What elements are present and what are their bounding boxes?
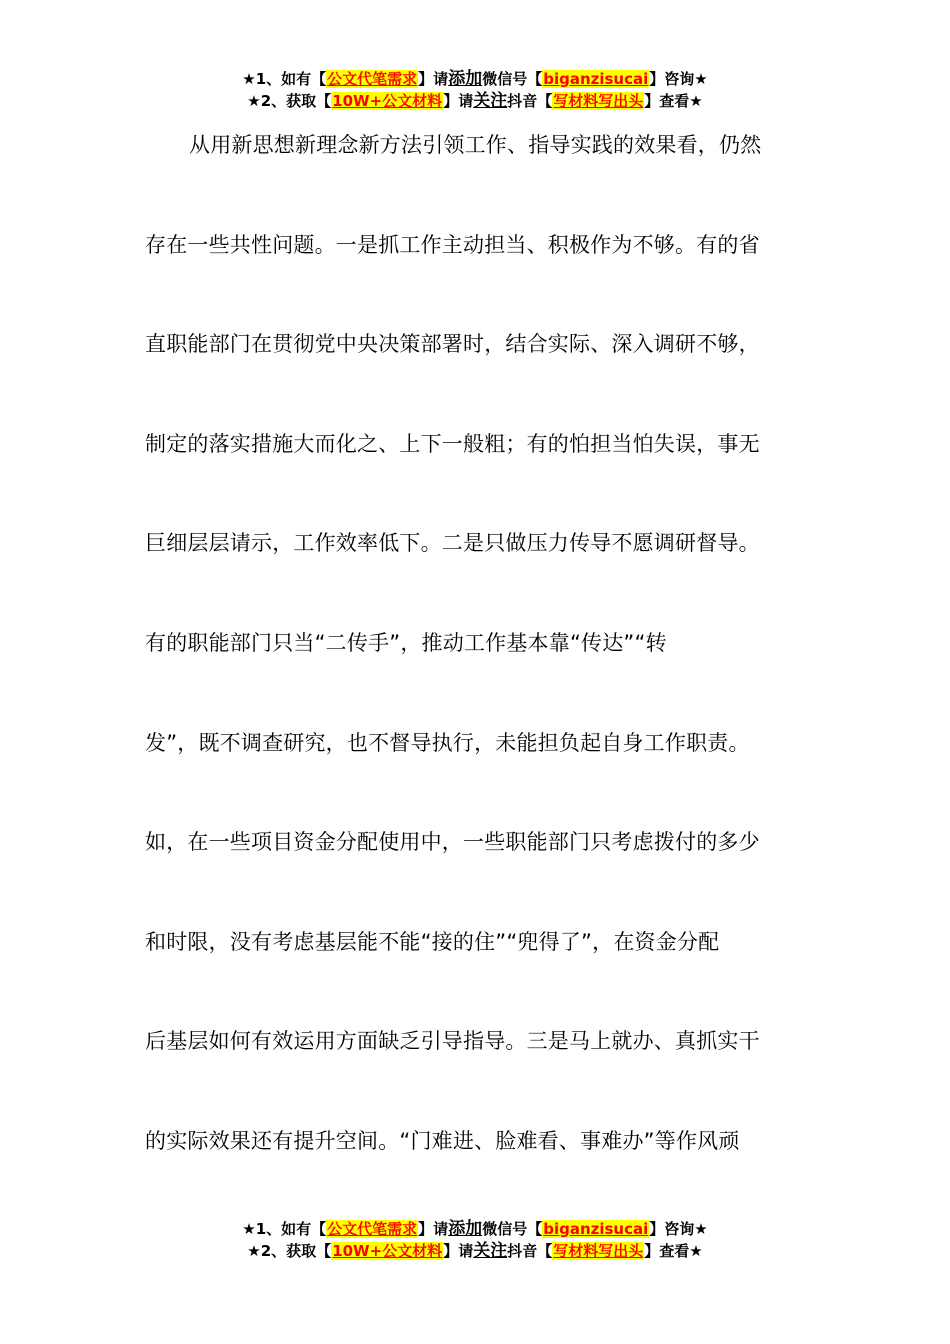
banner-text: ★1、如有【 [242, 70, 327, 88]
highlight-service: 公文代笔需求 [327, 1220, 418, 1238]
header-banner [0, 68, 950, 112]
banner-text: 微信号【 [482, 70, 543, 88]
footer-banner [0, 1218, 950, 1262]
banner-text: 微信号【 [482, 1220, 543, 1238]
highlight-douyin-id: 写材料写出头 [553, 1242, 644, 1260]
body-line: 存在一些共性问题。一是抓工作主动担当、积极作为不够。有的省 [145, 232, 760, 257]
underlined-word: 添加 [448, 69, 483, 89]
body-line: 直职能部门在贯彻党中央决策部署时，结合实际、深入调研不够， [145, 332, 760, 357]
body-line: 从用新思想新理念新方法引领工作、指导实践的效果看，仍然 [189, 133, 762, 157]
banner-text: 】请 [418, 70, 449, 88]
banner-line-1 [0, 68, 950, 90]
body-line: 巨细层层请示，工作效率低下。二是只做压力传导不愿调研督导。 [145, 531, 760, 556]
banner-text: ★1、如有【 [242, 1220, 327, 1238]
banner-text: 抖音【 [507, 92, 553, 110]
body-line: 和时限，没有考虑基层能不能“接的住”“兜得了”，在资金分配 [145, 929, 720, 954]
banner-text: 抖音【 [507, 1242, 553, 1260]
body-line: 有的职能部门只当“二传手”，推动工作基本靠“传达”“转 [145, 630, 667, 655]
highlight-wechat-id: biganzisucai [543, 1220, 649, 1238]
banner-text: ★2、获取【 [247, 92, 332, 110]
banner-line-2 [0, 1240, 950, 1262]
body-line: 发”，既不调查研究，也不督导执行，未能担负起自身工作职责。 [145, 730, 750, 755]
highlight-service: 公文代笔需求 [327, 70, 418, 88]
body-line: 的实际效果还有提升空间。“门难进、脸难看、事难办”等作风顽 [145, 1128, 740, 1153]
banner-line-2 [0, 90, 950, 112]
banner-text: 】咨询★ [649, 70, 708, 88]
banner-text: 】咨询★ [649, 1220, 708, 1238]
body-line: 如，在一些项目资金分配使用中，一些职能部门只考虑拨付的多少 [145, 830, 760, 855]
body-line: 制定的落实措施大而化之、上下一般粗；有的怕担当怕失误，事无 [145, 431, 760, 456]
document-body [145, 120, 795, 1216]
banner-text: 】查看★ [644, 92, 703, 110]
highlight-materials: 10W+公文材料 [332, 92, 443, 110]
banner-text: 】请 [443, 92, 474, 110]
banner-text: 】请 [443, 1242, 474, 1260]
highlight-douyin-id: 写材料写出头 [553, 92, 644, 110]
body-line: 后基层如何有效运用方面缺乏引导指导。三是马上就办、真抓实干 [145, 1029, 760, 1054]
banner-text: ★2、获取【 [247, 1242, 332, 1260]
underlined-word: 关注 [473, 1241, 508, 1261]
underlined-word: 添加 [448, 1219, 483, 1239]
highlight-materials: 10W+公文材料 [332, 1242, 443, 1260]
banner-text: 】查看★ [644, 1242, 703, 1260]
underlined-word: 关注 [473, 91, 508, 111]
banner-line-1 [0, 1218, 950, 1240]
highlight-wechat-id: biganzisucai [543, 70, 649, 88]
banner-text: 】请 [418, 1220, 449, 1238]
